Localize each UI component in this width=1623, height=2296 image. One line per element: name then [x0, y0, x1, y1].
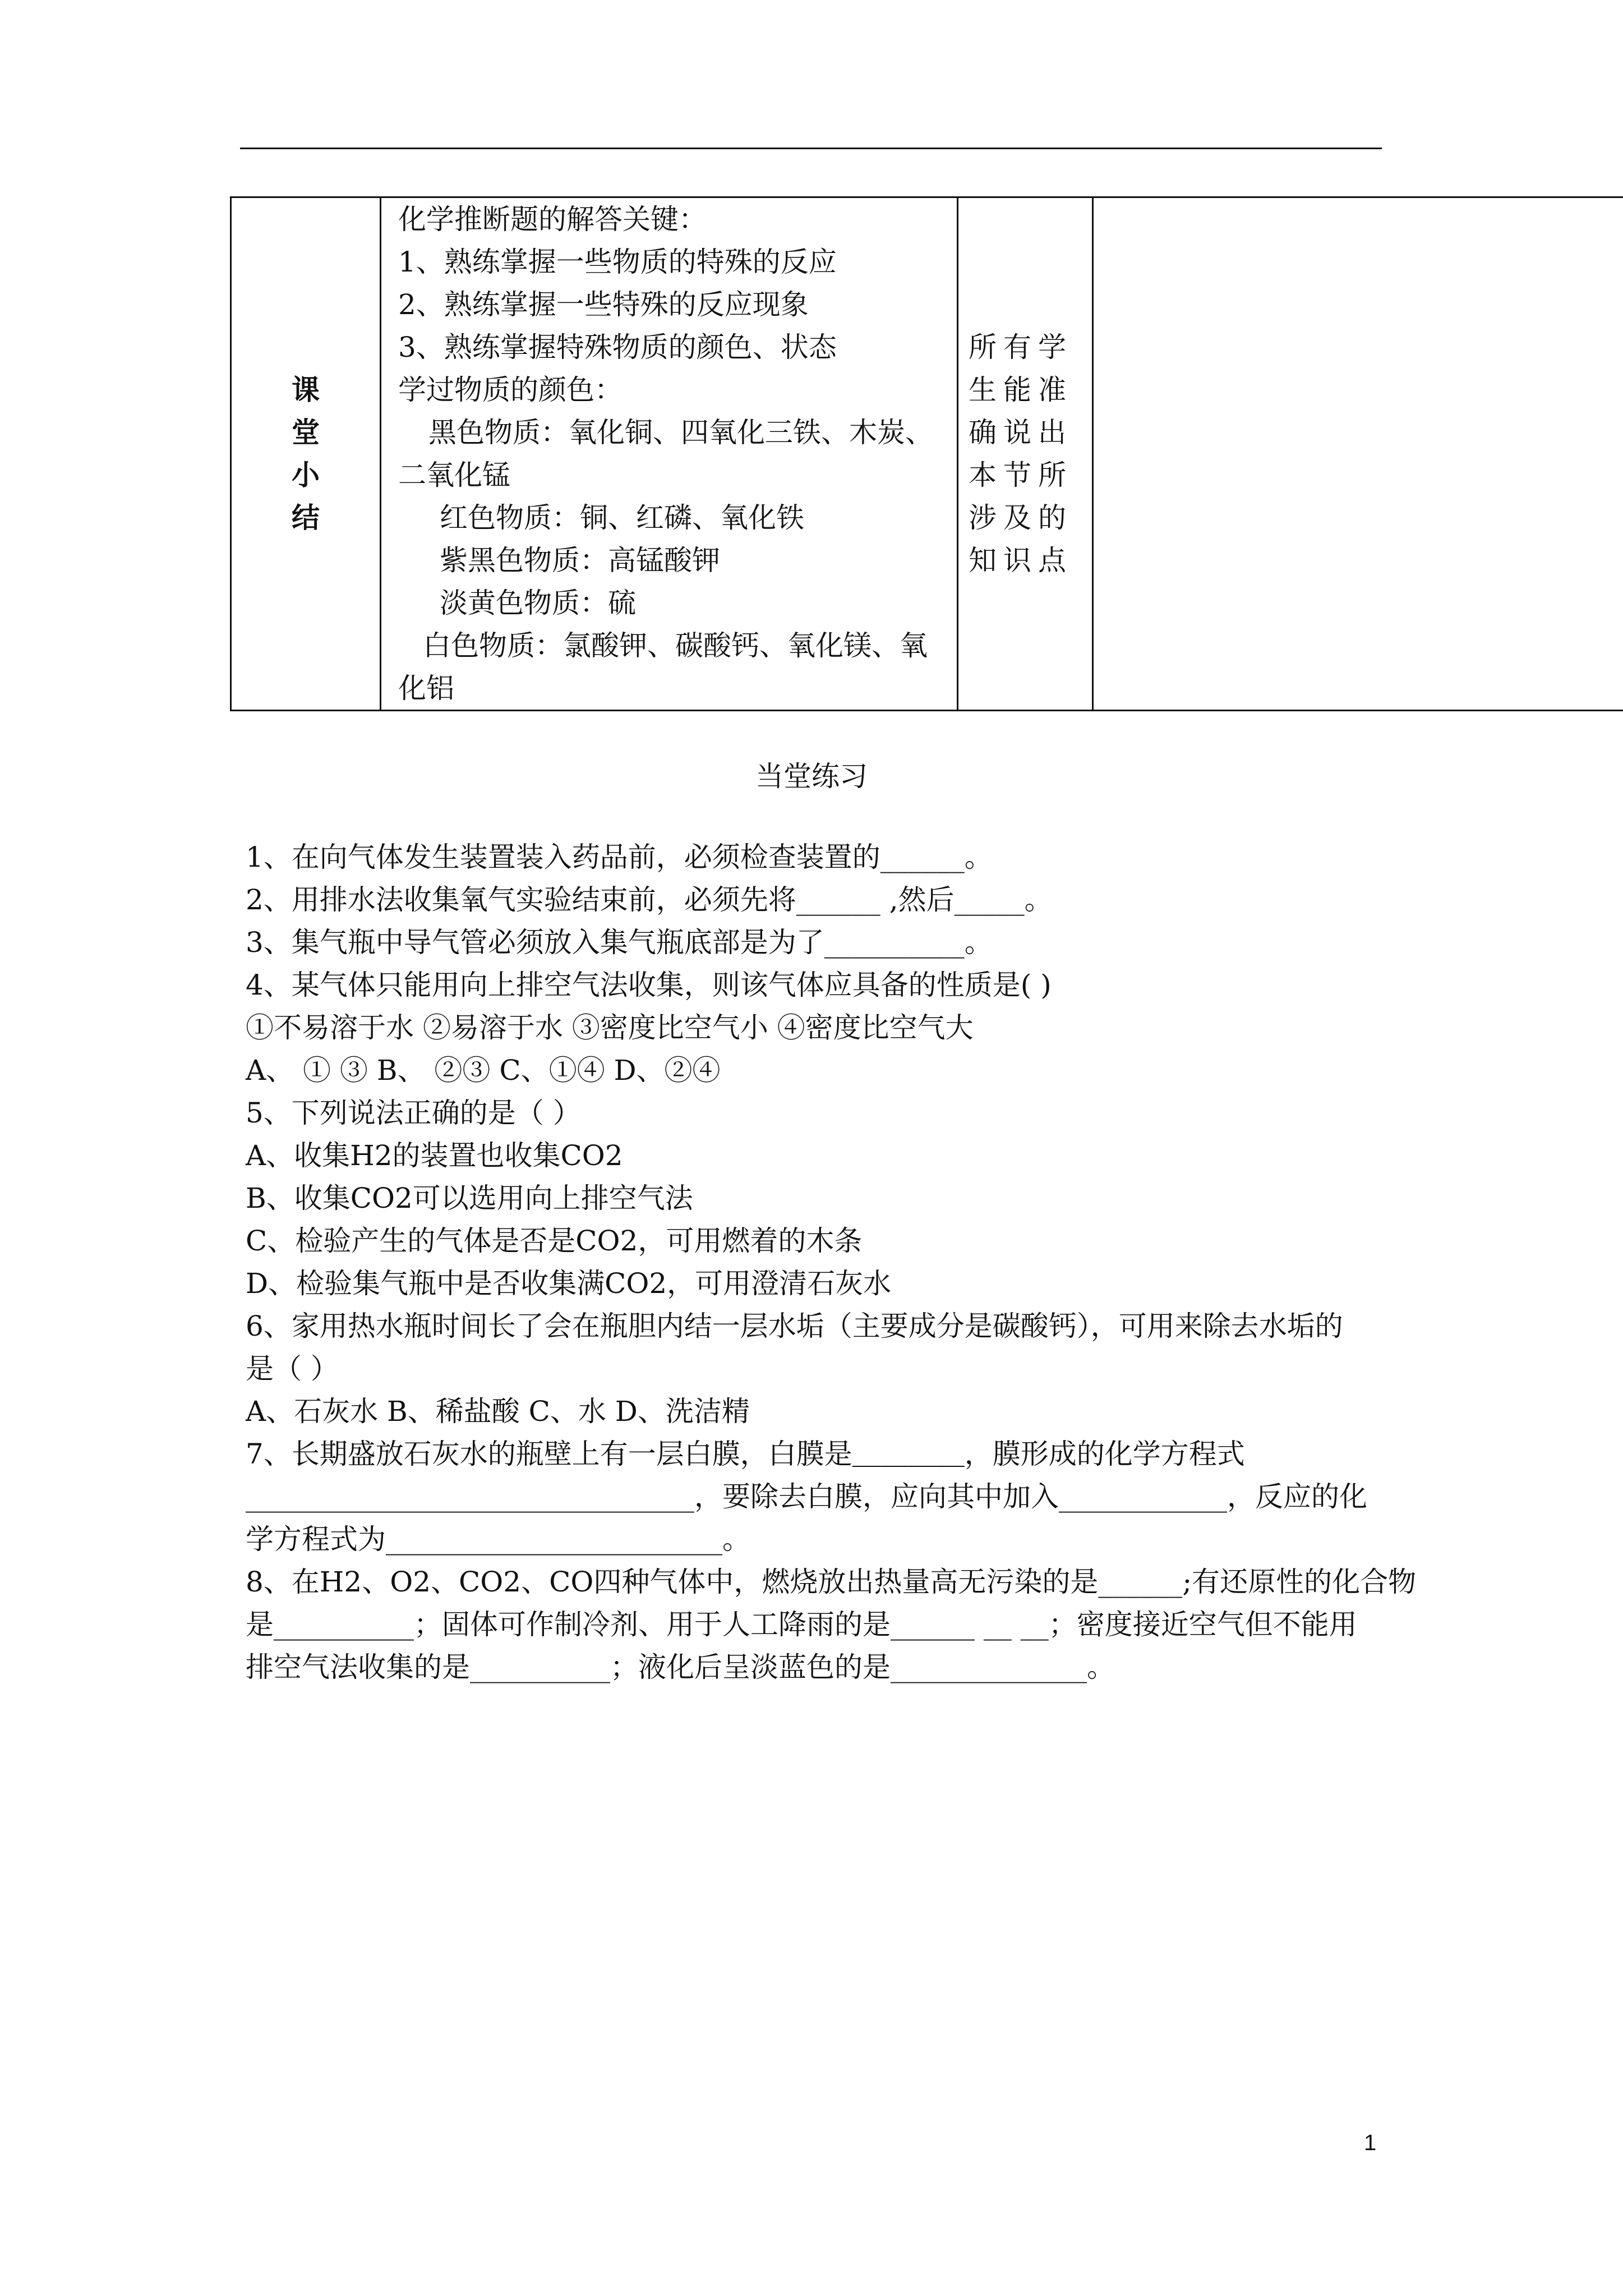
- practice-line: ①不易溶于水 ②易溶于水 ③密度比空气小 ④密度比空气大: [246, 1011, 974, 1044]
- page-number: 1: [1364, 2131, 1377, 2155]
- practice-line: 1、在向气体发生装置装入药品前，必须检查装置的______。: [246, 841, 993, 873]
- practice-line: 5、下列说法正确的是（ ）: [246, 1097, 581, 1129]
- summary-line: 1、熟练掌握一些物质的特殊的反应: [398, 246, 837, 278]
- summary-line: 黑色物质：氧化铜、四氧化三铁、木炭、: [428, 416, 933, 449]
- summary-line: 化铝: [398, 672, 454, 705]
- practice-line: D、检验集气瓶中是否收集满CO2，可用澄清石灰水: [246, 1267, 892, 1300]
- summary-line: 红色物质：铜、红磷、氧化铁: [440, 501, 804, 534]
- practice-line: B、收集CO2可以选用向上排空气法: [246, 1182, 693, 1214]
- summary-line: 紫黑色物质：高锰酸钾: [440, 544, 720, 577]
- practice-line: ________________________________，要除去白膜，应向其中加入____________，反应的化: [246, 1480, 1367, 1513]
- summary-line: 化学推断题的解答关键：: [398, 203, 707, 236]
- practice-line: A、收集H2的装置也收集CO2: [246, 1139, 623, 1172]
- goal-line: 所有学: [969, 331, 1073, 364]
- summary-line: 淡黄色物质：硫: [440, 587, 636, 619]
- summary-line: 白色物质：氯酸钾、碳酸钙、氧化镁、氧: [423, 629, 928, 662]
- practice-line: 排空气法收集的是__________；液化后呈淡蓝色的是______________。: [246, 1651, 1115, 1683]
- summary-goal-cell: [958, 197, 1093, 711]
- summary-title-char: 结: [292, 501, 320, 534]
- goal-line: 确说出: [969, 416, 1073, 449]
- summary-line: 学过物质的颜色：: [398, 374, 623, 406]
- summary-title-char: 课: [292, 373, 320, 406]
- practice-title: 当堂练习: [755, 760, 868, 793]
- practice-line: 是（ ）: [246, 1352, 339, 1385]
- practice-line: 7、长期盛放石灰水的瓶壁上有一层白膜，白膜是＿＿＿＿，膜形成的化学方程式: [246, 1438, 1245, 1470]
- practice-line: 4、某气体只能用向上排空气法收集，则该气体应具备的性质是( ): [246, 969, 1052, 1001]
- goal-line: 知识点: [969, 544, 1073, 577]
- practice-line: 是__________；固体可作制冷剂、用于人工降雨的是______ __ __；密度接近空气但不能用: [246, 1608, 1357, 1641]
- summary-table: [230, 196, 1623, 711]
- practice-line: 学方程式为________________________。: [246, 1523, 750, 1556]
- goal-line: 本节所: [969, 459, 1073, 491]
- summary-title-char: 堂: [292, 416, 320, 449]
- practice-line: 8、在H2、O2、CO2、CO四种气体中，燃烧放出热量高无污染的是______;有还原性的化合物: [246, 1566, 1417, 1598]
- summary-line: 3、熟练掌握特殊物质的颜色、状态: [398, 331, 837, 364]
- header-rule: [240, 148, 1382, 149]
- summary-line: 2、熟练掌握一些特殊的反应现象: [398, 288, 809, 321]
- summary-title-cell: [231, 197, 381, 711]
- practice-line: A、石灰水 B、稀盐酸 C、水 D、洗洁精: [246, 1395, 750, 1428]
- summary-empty-cell: [1093, 197, 1623, 711]
- practice-line: 2、用排水法收集氧气实验结束前，必须先将______ ,然后_____。: [246, 884, 1053, 916]
- practice-line: 3、集气瓶中导气管必须放入集气瓶底部是为了__________。: [246, 926, 993, 959]
- summary-content-cell: [381, 197, 958, 711]
- summary-line: 二氧化锰: [398, 459, 510, 491]
- practice-line: 6、家用热水瓶时间长了会在瓶胆内结一层水垢（主要成分是碳酸钙），可用来除去水垢的: [246, 1310, 1343, 1342]
- goal-line: 生能准: [969, 374, 1073, 406]
- summary-title-char: 小: [292, 458, 320, 491]
- goal-line: 涉及的: [969, 501, 1073, 534]
- practice-line: A、 ① ③ B、 ②③ C、①④ D、②④: [246, 1054, 721, 1087]
- practice-line: C、检验产生的气体是否是CO2，可用燃着的木条: [246, 1225, 863, 1257]
